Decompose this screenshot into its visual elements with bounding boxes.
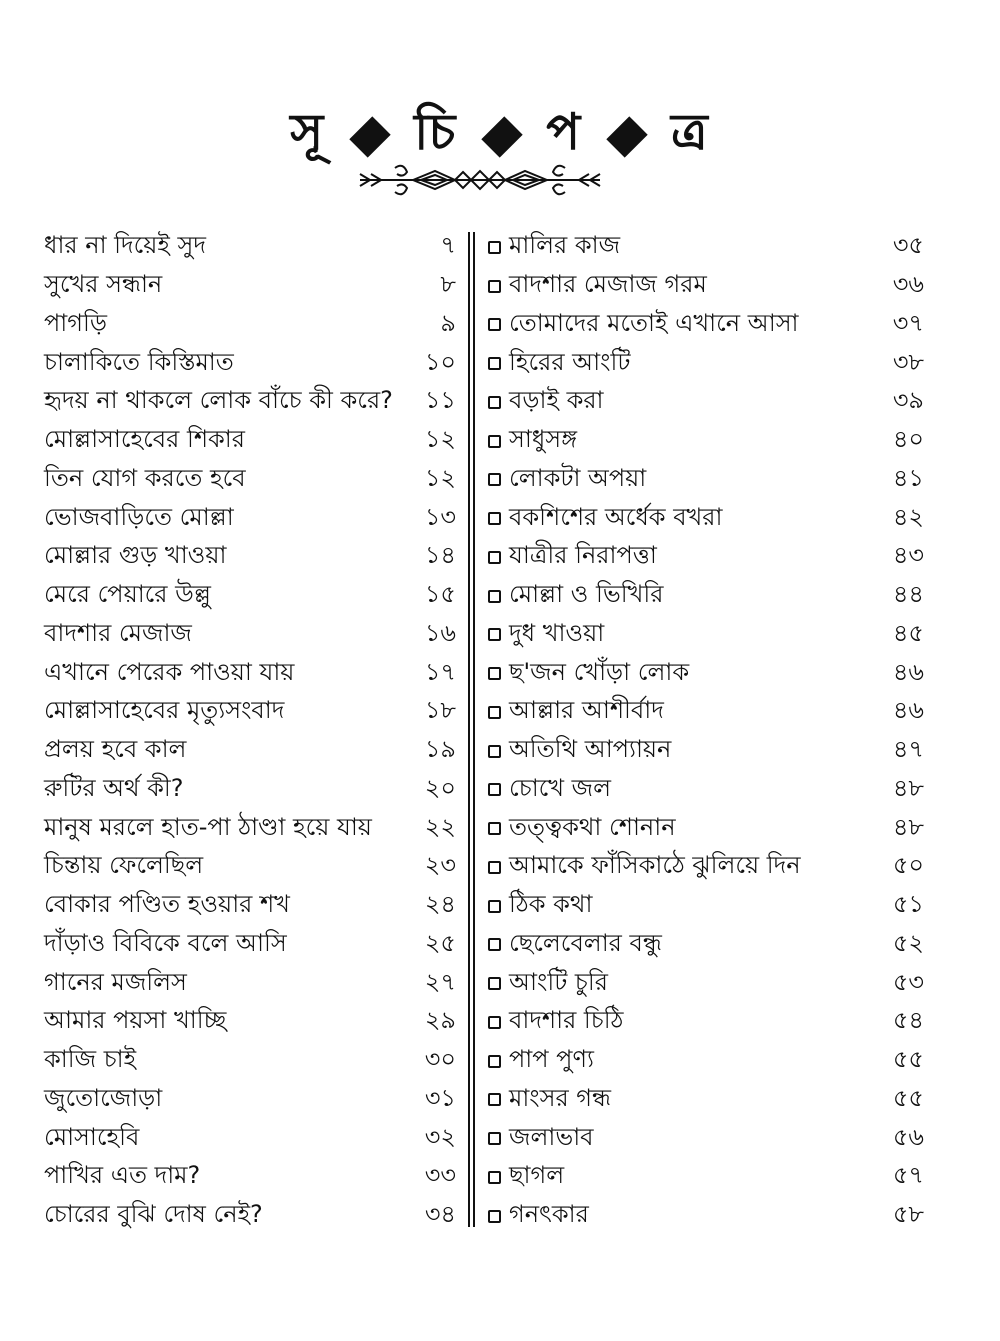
toc-entry bbox=[488, 1119, 924, 1158]
checkbox-bullet-icon bbox=[488, 1016, 501, 1029]
entry-page-number: ৫৮ bbox=[892, 1200, 924, 1229]
entry-page-number: ৩৫ bbox=[892, 231, 924, 260]
diamond-icon bbox=[606, 116, 647, 157]
entry-page-number: ৫৫ bbox=[892, 1083, 924, 1112]
toc-entry bbox=[488, 771, 924, 810]
entry-page-number: ৪৮ bbox=[892, 773, 924, 802]
toc-entry bbox=[488, 383, 924, 422]
entry-page-number: ২৪ bbox=[424, 890, 456, 919]
toc-entry bbox=[488, 887, 924, 926]
entry-page-number: ১৭ bbox=[424, 657, 456, 686]
checkbox-bullet-icon bbox=[488, 551, 501, 564]
toc-entry bbox=[44, 964, 456, 1003]
entry-page-number: ২৯ bbox=[424, 1006, 456, 1035]
entry-title: গনৎকার bbox=[509, 1200, 589, 1229]
entry-title: চোখে জল bbox=[509, 773, 612, 802]
toc-entry bbox=[44, 383, 456, 422]
entry-title: জুতোজোড়া bbox=[44, 1083, 163, 1112]
entry-title: হিরের আংটি bbox=[509, 347, 631, 376]
entry-page-number: ৫৬ bbox=[892, 1122, 924, 1151]
entry-page-number: ৪৫ bbox=[892, 618, 924, 647]
checkbox-bullet-icon bbox=[488, 1132, 501, 1145]
toc-entry bbox=[488, 344, 924, 383]
toc-entry bbox=[44, 1119, 456, 1158]
checkbox-bullet-icon bbox=[488, 318, 501, 331]
checkbox-bullet-icon bbox=[488, 473, 501, 486]
entry-title: চিন্তায় ফেলেছিল bbox=[44, 851, 204, 880]
checkbox-bullet-icon bbox=[488, 1210, 501, 1223]
entry-title: আমাকে ফাঁসিকাঠে ঝুলিয়ে দিন bbox=[509, 851, 801, 880]
entry-page-number: ৮ bbox=[440, 270, 456, 299]
checkbox-bullet-icon bbox=[488, 280, 501, 293]
entry-title: বকশিশের অর্ধেক বখরা bbox=[509, 502, 723, 531]
entry-title: পাখির এত দাম? bbox=[44, 1161, 201, 1190]
toc-entry bbox=[44, 926, 456, 965]
entry-page-number: ৩৭ bbox=[892, 308, 924, 337]
toc-entry bbox=[488, 577, 924, 616]
entry-page-number: ২৭ bbox=[424, 967, 456, 996]
toc-entry bbox=[44, 344, 456, 383]
toc-entry bbox=[44, 848, 456, 887]
entry-title: দাঁড়াও বিবিকে বলে আসি bbox=[44, 928, 287, 957]
entry-page-number: ৪২ bbox=[892, 502, 924, 531]
entry-title: ঠিক কথা bbox=[509, 890, 593, 919]
entry-page-number: ৫৩ bbox=[892, 967, 924, 996]
entry-page-number: ১৬ bbox=[424, 618, 456, 647]
entry-title: মালির কাজ bbox=[509, 231, 621, 260]
checkbox-bullet-icon bbox=[488, 977, 501, 990]
entry-title: আংটি চুরি bbox=[509, 967, 608, 996]
entry-title: বাদশার মেজাজ গরম bbox=[509, 270, 707, 299]
entry-title: মোসাহেবি bbox=[44, 1122, 140, 1151]
entry-title: সাধুসঙ্গ bbox=[509, 425, 578, 454]
entry-title: বড়াই করা bbox=[509, 386, 604, 415]
toc-left-column bbox=[44, 228, 456, 1236]
title-letter: চি bbox=[414, 103, 458, 161]
toc-entry bbox=[488, 461, 924, 500]
checkbox-bullet-icon bbox=[488, 628, 501, 641]
toc-entry bbox=[488, 228, 924, 267]
ornament-divider-icon bbox=[355, 160, 605, 200]
entry-title: জলাভাব bbox=[509, 1122, 594, 1151]
toc-entry bbox=[488, 654, 924, 693]
entry-title: আমার পয়সা খাচ্ছি bbox=[44, 1006, 227, 1035]
toc-entry bbox=[44, 538, 456, 577]
toc-entry bbox=[44, 267, 456, 306]
title-letter: ত্র bbox=[671, 103, 710, 161]
toc-right-column bbox=[488, 228, 924, 1236]
entry-page-number: ৫১ bbox=[892, 890, 924, 919]
entry-page-number: ৪১ bbox=[892, 463, 924, 492]
title-letter: প bbox=[546, 103, 583, 161]
checkbox-bullet-icon bbox=[488, 590, 501, 603]
toc-entry bbox=[488, 693, 924, 732]
entry-title: লোকটা অপয়া bbox=[509, 463, 647, 492]
entry-page-number: ২৫ bbox=[424, 928, 456, 957]
checkbox-bullet-icon bbox=[488, 1093, 501, 1106]
checkbox-bullet-icon bbox=[488, 396, 501, 409]
checkbox-bullet-icon bbox=[488, 706, 501, 719]
checkbox-bullet-icon bbox=[488, 357, 501, 370]
entry-page-number: ২২ bbox=[424, 812, 456, 841]
entry-page-number: ৯ bbox=[440, 308, 456, 337]
entry-page-number: ৩২ bbox=[424, 1122, 456, 1151]
toc-entry bbox=[44, 809, 456, 848]
entry-title: সুখের সন্ধান bbox=[44, 270, 163, 299]
entry-page-number: ৩৮ bbox=[892, 347, 924, 376]
entry-page-number: ১২ bbox=[424, 463, 456, 492]
entry-title: দুধ খাওয়া bbox=[509, 618, 605, 647]
toc-entry bbox=[488, 422, 924, 461]
toc-entry bbox=[488, 616, 924, 655]
entry-title: মেরে পেয়ারে উল্লু bbox=[44, 580, 211, 609]
entry-title: কাজি চাই bbox=[44, 1045, 137, 1074]
checkbox-bullet-icon bbox=[488, 1171, 501, 1184]
checkbox-bullet-icon bbox=[488, 822, 501, 835]
entry-page-number: ৩১ bbox=[424, 1083, 456, 1112]
toc-entry bbox=[44, 1081, 456, 1120]
entry-page-number: ৪৪ bbox=[892, 580, 924, 609]
entry-title: ছ'জন খোঁড়া লোক bbox=[509, 657, 690, 686]
entry-page-number: ১০ bbox=[424, 347, 456, 376]
entry-page-number: ১৩ bbox=[424, 502, 456, 531]
checkbox-bullet-icon bbox=[488, 667, 501, 680]
entry-title: যাত্রীর নিরাপত্তা bbox=[509, 541, 657, 570]
toc-entry bbox=[44, 771, 456, 810]
toc-entry bbox=[44, 732, 456, 771]
entry-title: প্রলয় হবে কাল bbox=[44, 735, 187, 764]
entry-title: ছাগল bbox=[509, 1161, 565, 1190]
checkbox-bullet-icon bbox=[488, 745, 501, 758]
toc-entry bbox=[44, 1042, 456, 1081]
entry-title: তিন যোগ করতে হবে bbox=[44, 463, 246, 492]
checkbox-bullet-icon bbox=[488, 783, 501, 796]
toc-entry bbox=[44, 461, 456, 500]
entry-page-number: ১৫ bbox=[424, 580, 456, 609]
entry-page-number: ৩০ bbox=[424, 1045, 456, 1074]
toc-entry bbox=[488, 848, 924, 887]
entry-title: তোমাদের মতোই এখানে আসা bbox=[509, 308, 799, 337]
entry-title: চালাকিতে কিস্তিমাত bbox=[44, 347, 234, 376]
entry-page-number: ৪৬ bbox=[892, 657, 924, 686]
entry-page-number: ৪০ bbox=[892, 425, 924, 454]
toc-entry bbox=[488, 1081, 924, 1120]
checkbox-bullet-icon bbox=[488, 241, 501, 254]
diamond-icon bbox=[349, 116, 390, 157]
entry-title: ধার না দিয়েই সুদ bbox=[44, 231, 206, 260]
entry-page-number: ৪৭ bbox=[892, 735, 924, 764]
entry-page-number: ১৯ bbox=[424, 735, 456, 764]
entry-title: রুটির অর্থ কী? bbox=[44, 773, 184, 802]
toc-entry bbox=[488, 267, 924, 306]
entry-title: গানের মজলিস bbox=[44, 967, 187, 996]
entry-page-number: ২০ bbox=[424, 773, 456, 802]
entry-title: এখানে পেরেক পাওয়া যায় bbox=[44, 657, 295, 686]
entry-page-number: ১১ bbox=[424, 386, 456, 415]
entry-title: ভোজবাড়িতে মোল্লা bbox=[44, 502, 234, 531]
entry-title: বোকার পণ্ডিত হওয়ার শখ bbox=[44, 890, 290, 919]
toc-entry bbox=[44, 577, 456, 616]
entry-title: অতিথি আপ্যায়ন bbox=[509, 735, 672, 764]
entry-title: পাগড়ি bbox=[44, 308, 107, 337]
toc-entry bbox=[44, 1197, 456, 1236]
entry-title: পাপ পুণ্য bbox=[509, 1045, 594, 1074]
toc-entry bbox=[488, 1003, 924, 1042]
toc-entry bbox=[488, 1158, 924, 1197]
column-divider bbox=[468, 232, 475, 1227]
checkbox-bullet-icon bbox=[488, 861, 501, 874]
entry-page-number: ৪৬ bbox=[892, 696, 924, 725]
toc-entry bbox=[488, 1042, 924, 1081]
checkbox-bullet-icon bbox=[488, 938, 501, 951]
entry-page-number: ৫০ bbox=[892, 851, 924, 880]
checkbox-bullet-icon bbox=[488, 1055, 501, 1068]
entry-page-number: ৫৪ bbox=[892, 1006, 924, 1035]
entry-page-number: ১২ bbox=[424, 425, 456, 454]
toc-entry bbox=[488, 1197, 924, 1236]
toc-entry bbox=[44, 693, 456, 732]
toc-entry bbox=[488, 809, 924, 848]
entry-title: ছেলেবেলার বন্ধু bbox=[509, 928, 662, 957]
entry-title: মোল্লার গুড় খাওয়া bbox=[44, 541, 227, 570]
toc-entry bbox=[44, 1003, 456, 1042]
checkbox-bullet-icon bbox=[488, 435, 501, 448]
entry-page-number: ১৪ bbox=[424, 541, 456, 570]
entry-page-number: ৫৭ bbox=[892, 1161, 924, 1190]
toc-entry bbox=[488, 538, 924, 577]
entry-title: মানুষ মরলে হাত-পা ঠাণ্ডা হয়ে যায় bbox=[44, 812, 372, 841]
checkbox-bullet-icon bbox=[488, 900, 501, 913]
entry-page-number: ৫২ bbox=[892, 928, 924, 957]
entry-page-number: ২৩ bbox=[424, 851, 456, 880]
toc-entry bbox=[488, 964, 924, 1003]
entry-page-number: ৩৩ bbox=[424, 1161, 456, 1190]
entry-title: বাদশার চিঠি bbox=[509, 1006, 624, 1035]
toc-entry bbox=[44, 616, 456, 655]
toc-entry bbox=[44, 499, 456, 538]
entry-title: বাদশার মেজাজ bbox=[44, 618, 192, 647]
entry-page-number: ১৮ bbox=[424, 696, 456, 725]
diamond-icon bbox=[481, 116, 522, 157]
checkbox-bullet-icon bbox=[488, 512, 501, 525]
toc-entry bbox=[488, 732, 924, 771]
entry-title: তত্ত্বকথা শোনান bbox=[509, 812, 676, 841]
toc-entry bbox=[44, 1158, 456, 1197]
entry-page-number: ৩৯ bbox=[892, 386, 924, 415]
entry-page-number: ৪৮ bbox=[892, 812, 924, 841]
toc-entry bbox=[488, 499, 924, 538]
entry-title: চোরের বুঝি দোষ নেই? bbox=[44, 1200, 263, 1229]
toc-entry bbox=[44, 228, 456, 267]
toc-entry bbox=[44, 887, 456, 926]
entry-page-number: ৭ bbox=[440, 231, 456, 260]
toc-entry bbox=[44, 306, 456, 345]
entry-title: মাংসর গন্ধ bbox=[509, 1083, 612, 1112]
entry-title: মোল্লাসাহেবের শিকার bbox=[44, 425, 245, 454]
toc-entry bbox=[44, 422, 456, 461]
entry-page-number: ৩৬ bbox=[892, 270, 924, 299]
entry-title: হৃদয় না থাকলে লোক বাঁচে কী করে? bbox=[44, 386, 393, 415]
toc-entry bbox=[44, 654, 456, 693]
title-letter: সূ bbox=[290, 103, 326, 161]
entry-page-number: ৪৩ bbox=[892, 541, 924, 570]
entry-title: আল্লার আশীর্বাদ bbox=[509, 696, 664, 725]
toc-entry bbox=[488, 306, 924, 345]
entry-page-number: ৫৫ bbox=[892, 1045, 924, 1074]
entry-page-number: ৩৪ bbox=[424, 1200, 456, 1229]
entry-title: মোল্লাসাহেবের মৃত্যুসংবাদ bbox=[44, 696, 285, 725]
toc-entry bbox=[488, 926, 924, 965]
entry-title: মোল্লা ও ভিখিরি bbox=[509, 580, 664, 609]
